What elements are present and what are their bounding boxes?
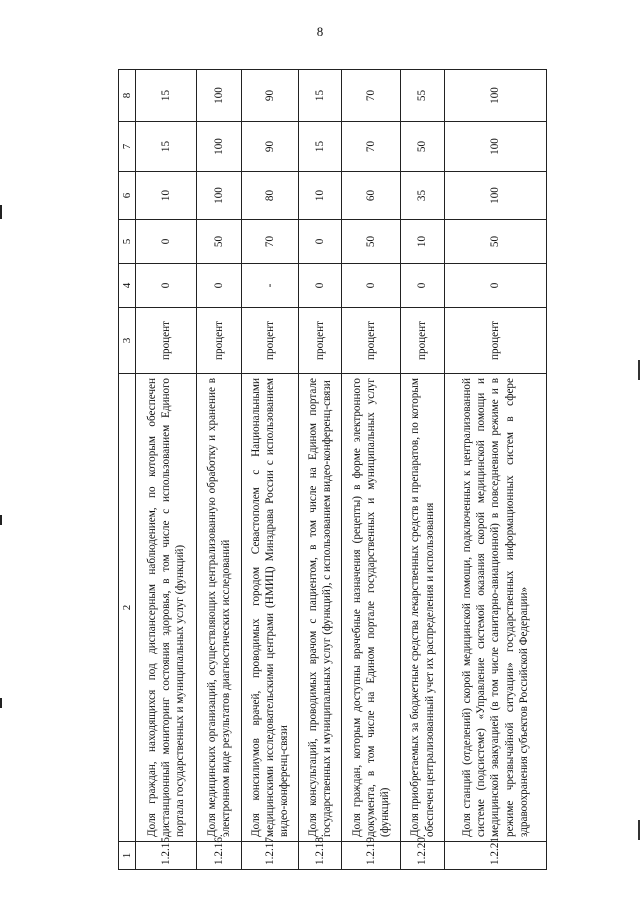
row-number: 1.2.19. xyxy=(342,842,401,870)
value-cell: 100 xyxy=(445,70,547,122)
indicator-description: Доля граждан, которым доступны врачебные назначения (рецепты) в форме электронного документа, в том числе на Едином портале государственных и муниципальных услуг (функций) xyxy=(342,374,401,842)
table-row xyxy=(242,70,299,870)
scan-edge-mark xyxy=(0,698,2,708)
scan-edge-mark xyxy=(0,205,2,219)
indicator-description: Доля граждан, находящихся под диспансерным наблюдением, по которым обеспечен дистанционный мониторинг состояния здоровья, в том числе с использованием Единого портала государственных и муниципальных услуг (функций) xyxy=(136,374,197,842)
row-number: 1.2.20. xyxy=(401,842,445,870)
unit-cell: процент xyxy=(299,308,342,374)
unit-cell: процент xyxy=(401,308,445,374)
indicator-description: Доля станций (отделений) скорой медицинской помощи, подключенных к централизованной системе (подсистеме) «Управление системой оказания скорой медицинской помощи и медицинской эвакуацией (в том числе санитарно-авиационной) в повседневном режиме и в режиме чрезвычайной ситуации» государственных информационных систем в сфере здравоохранения субъектов Российской Федерации» xyxy=(445,374,547,842)
value-cell: 0 xyxy=(342,264,401,308)
indicator-description: Доля консультаций, проводимых врачом с пациентом, в том числе на Едином портале государственных и муниципальных услуг (функций), с использованием видео-конференц-связи xyxy=(299,374,342,842)
value-cell: 100 xyxy=(197,70,242,122)
indicator-description: Доля медицинских организаций, осуществляющих централизованную обработку и хранение в электронном виде результатов диагностических исследований xyxy=(197,374,242,842)
row-number: 1.2.17. xyxy=(242,842,299,870)
header-cell: 4 xyxy=(119,264,136,308)
value-cell: 0 xyxy=(197,264,242,308)
rotated-table-container xyxy=(118,70,538,870)
table-row xyxy=(299,70,342,870)
value-cell: - xyxy=(242,264,299,308)
value-cell: 50 xyxy=(342,220,401,264)
value-cell: 80 xyxy=(242,172,299,220)
header-cell: 2 xyxy=(119,374,136,842)
value-cell: 15 xyxy=(299,70,342,122)
value-cell: 100 xyxy=(197,172,242,220)
unit-cell: процент xyxy=(242,308,299,374)
unit-cell: процент xyxy=(136,308,197,374)
value-cell: 15 xyxy=(299,122,342,172)
value-cell: 10 xyxy=(299,172,342,220)
value-cell: 100 xyxy=(197,122,242,172)
value-cell: 90 xyxy=(242,70,299,122)
value-cell: 10 xyxy=(136,172,197,220)
table-row xyxy=(197,70,242,870)
unit-cell: процент xyxy=(445,308,547,374)
value-cell: 100 xyxy=(445,122,547,172)
header-cell: 6 xyxy=(119,172,136,220)
value-cell: 70 xyxy=(242,220,299,264)
row-number: 1.2.21. xyxy=(445,842,547,870)
indicator-description: Доля консилиумов врачей, проводимых городом Севастополем с Национальными медицинскими исследовательскими центрами (НМИЦ) Минздрава России с использованием видео-конференц-связи xyxy=(242,374,299,842)
value-cell: 0 xyxy=(299,264,342,308)
indicators-table xyxy=(118,69,547,870)
row-number: 1.2.16. xyxy=(197,842,242,870)
value-cell: 0 xyxy=(445,264,547,308)
row-number: 1.2.15. xyxy=(136,842,197,870)
value-cell: 50 xyxy=(197,220,242,264)
table-row xyxy=(136,70,197,870)
value-cell: 55 xyxy=(401,70,445,122)
header-cell: 1 xyxy=(119,842,136,870)
header-cell: 5 xyxy=(119,220,136,264)
value-cell: 70 xyxy=(342,122,401,172)
unit-cell: процент xyxy=(197,308,242,374)
value-cell: 0 xyxy=(401,264,445,308)
value-cell: 15 xyxy=(136,70,197,122)
header-cell: 3 xyxy=(119,308,136,374)
value-cell: 50 xyxy=(445,220,547,264)
table-row xyxy=(342,70,401,870)
value-cell: 70 xyxy=(342,70,401,122)
value-cell: 60 xyxy=(342,172,401,220)
unit-cell: процент xyxy=(342,308,401,374)
header-cell: 7 xyxy=(119,122,136,172)
header-cell: 8 xyxy=(119,70,136,122)
value-cell: 0 xyxy=(136,220,197,264)
table-row xyxy=(401,70,445,870)
table-row xyxy=(445,70,547,870)
value-cell: 0 xyxy=(299,220,342,264)
value-cell: 15 xyxy=(136,122,197,172)
value-cell: 100 xyxy=(445,172,547,220)
page-number: 8 xyxy=(316,24,324,39)
value-cell: 90 xyxy=(242,122,299,172)
indicator-description: Доля приобретаемых за бюджетные средства лекарственных средств и препаратов, по которым обеспечен централизованный учет их распределения и использования xyxy=(401,374,445,842)
scan-edge-mark xyxy=(0,515,2,525)
value-cell: 35 xyxy=(401,172,445,220)
table-header-row xyxy=(119,70,136,870)
row-number: 1.2.18. xyxy=(299,842,342,870)
value-cell: 50 xyxy=(401,122,445,172)
value-cell: 0 xyxy=(136,264,197,308)
value-cell: 10 xyxy=(401,220,445,264)
